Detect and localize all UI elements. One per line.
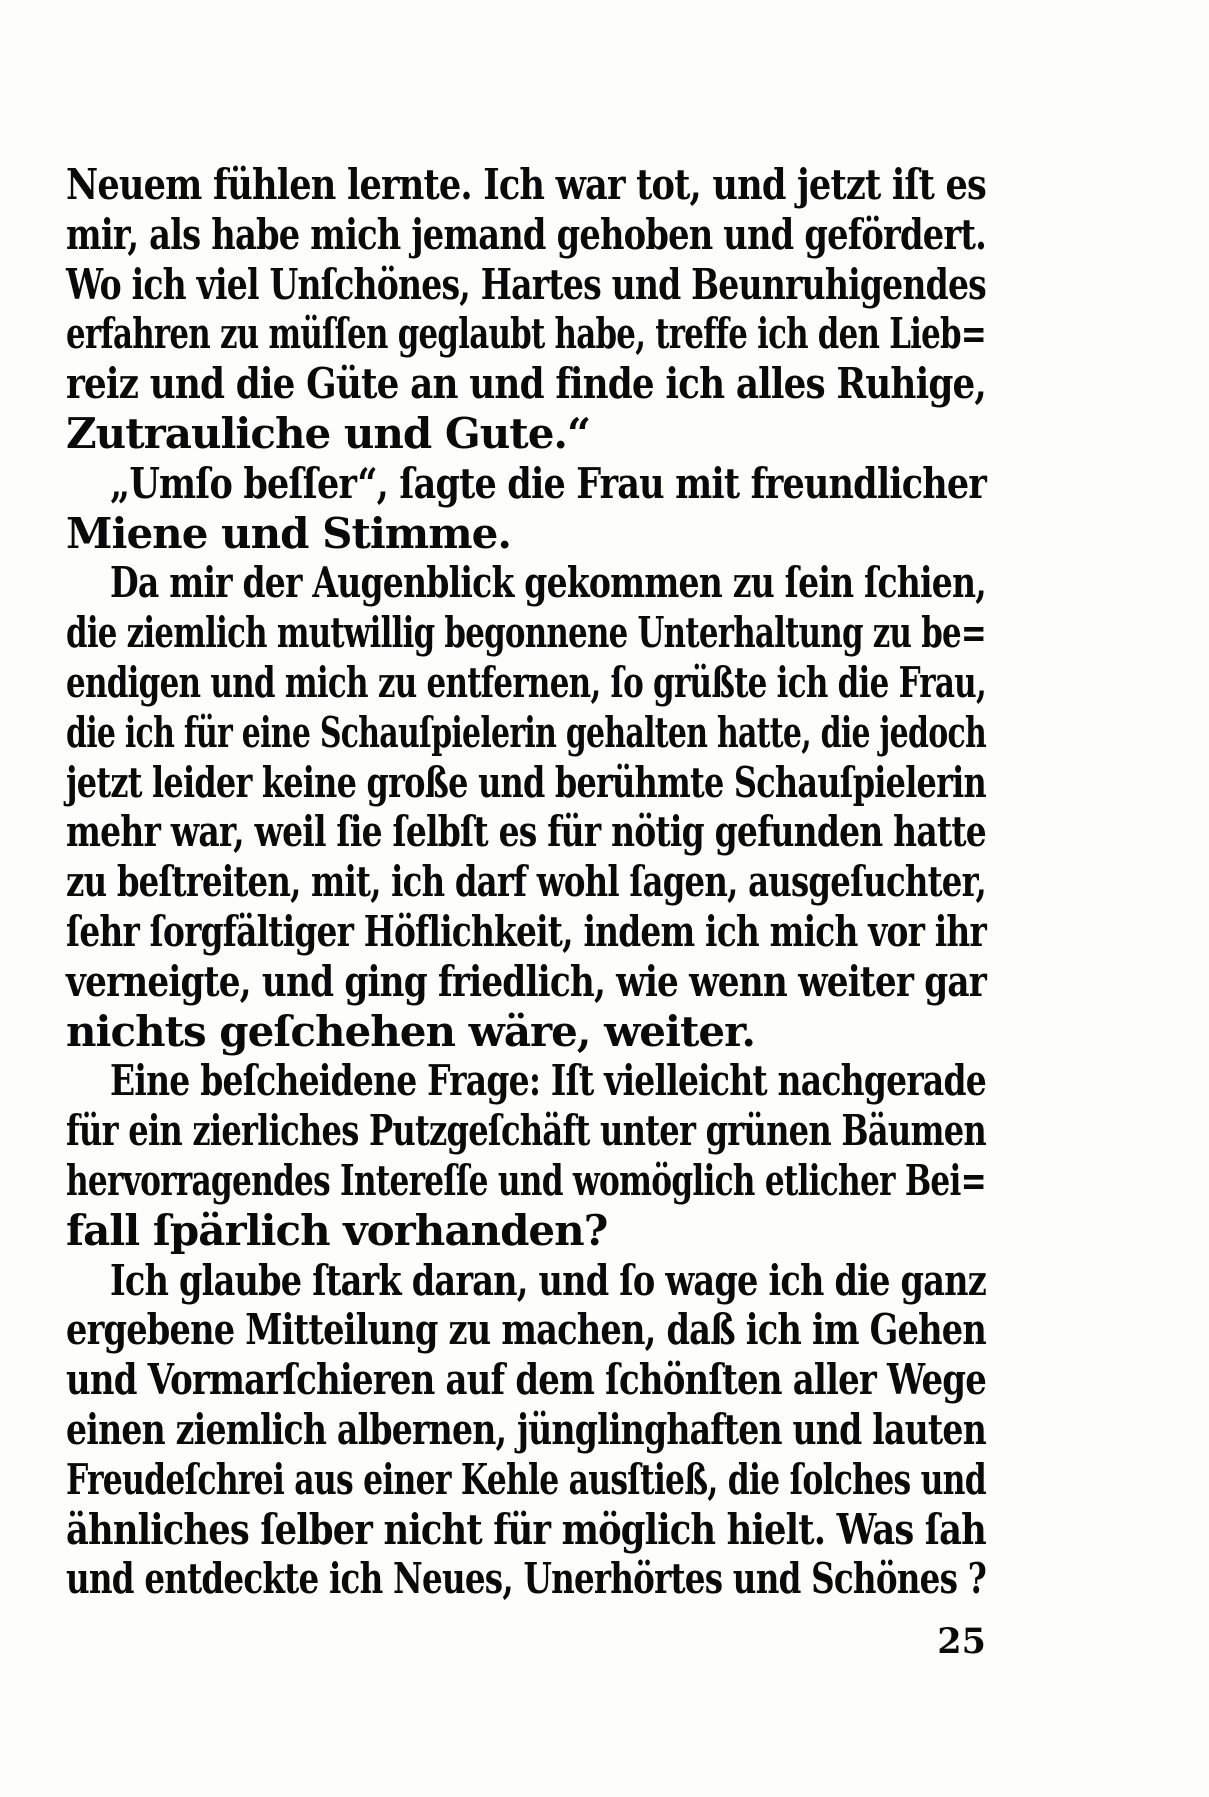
text-line [66,1106,986,1156]
text-line-content: ſehr ſorgfältiger Höflichkeit, indem ich mich vor ihr [66,906,986,956]
text-line [66,409,986,459]
text-line-content: Da mir der Augenblick gekommen zu ſein ſchien, [110,558,986,608]
text-line-content: die ziemlich mutwillig begonnene Unterhaltung zu be= [66,608,986,658]
text-line-content: ähnliches ſelber nicht für möglich hielt. Was ſah [66,1504,986,1554]
text-line [66,309,986,359]
text-line-content: „Umſo beſſer“, ſagte die Frau mit freundlicher [110,458,986,508]
text-line [66,758,986,808]
text-line-content: ergebene Mitteilung zu machen, daß ich im Gehen [66,1305,986,1355]
text-line [66,359,986,409]
text-line-content: und entdeckte ich Neues, Unerhörtes und Schönes ? [66,1554,987,1604]
text-line-content: die ich für eine Schauſpielerin gehalten hatte, die jedoch [66,707,986,757]
text-line [66,1505,986,1555]
text-line-content: mehr war, weil ſie ſelbſt es für nötig gefunden hatte [66,807,986,857]
text-line-content: reiz und die Güte an und finde ich alles Ruhige, [66,359,986,409]
text-line-content: Freudeſchrei aus einer Kehle ausſtieß, die ſolches und [66,1454,986,1504]
text-line [66,857,986,907]
text-line-content: Neuem fühlen lernte. Ich war tot, und jetzt iſt es [66,160,986,209]
text-line-content: Eine beſcheidene Frage: Iſt vielleicht nachgerade [110,1056,986,1106]
text-line-content: Miene und Stimme. [66,508,512,558]
text-line [66,957,986,1007]
page-number: 25 [937,1621,986,1662]
text-line-content: nichts geſchehen wäre, weiter. [66,1006,755,1056]
text-line [66,459,986,509]
text-line [66,1355,986,1405]
text-line [66,1455,986,1505]
text-line [66,210,986,260]
text-line [66,608,986,658]
text-line [66,1156,986,1206]
text-line [66,1305,986,1355]
text-line [66,1007,986,1057]
text-line-content: mir, als habe mich jemand gehoben und gefördert. [66,209,986,259]
text-line-content: Ich glaube ſtark daran, und ſo wage ich die ganz [110,1255,986,1305]
text-line [66,1256,986,1306]
text-line-content: einen ziemlich albernen, jünglinghaften und lauten [66,1404,986,1454]
text-line-content: Wo ich viel Unſchönes, Hartes und Beunruhigendes [66,259,986,309]
text-line-content: hervorragendes Intereſſe und womöglich etlicher Bei= [66,1155,986,1205]
text-line [66,558,986,608]
text-line [66,907,986,957]
text-line-content: fall ſpärlich vorhanden? [66,1205,608,1255]
text-line [66,1056,986,1106]
text-block [66,160,986,1604]
text-line-content: zu beſtreiten, mit, ich darf wohl ſagen, ausgeſuchter, [66,857,986,907]
text-line-content: Zutrauliche und Gute.“ [66,408,591,458]
text-line [66,260,986,310]
text-line [66,1206,986,1256]
text-line [66,807,986,857]
text-line-content: endigen und mich zu entfernen, ſo grüßte ich die Frau, [66,657,986,707]
text-line [66,1554,986,1604]
text-line-content: verneigte, und ging friedlich, wie wenn weiter gar [66,956,986,1006]
text-line-content: für ein zierliches Putzgeſchäft unter grünen Bäumen [66,1106,986,1156]
text-line [66,708,986,758]
text-line-content: und Vormarſchieren auf dem ſchönſten aller Wege [66,1355,986,1405]
text-line [66,1405,986,1455]
text-line-content: jetzt leider keine große und berühmte Schauſpielerin [66,757,986,807]
text-line-content: erfahren zu müſſen geglaubt habe, treffe ich den Lieb= [66,309,986,359]
text-line [66,658,986,708]
text-line [66,160,986,210]
text-line [66,509,986,559]
